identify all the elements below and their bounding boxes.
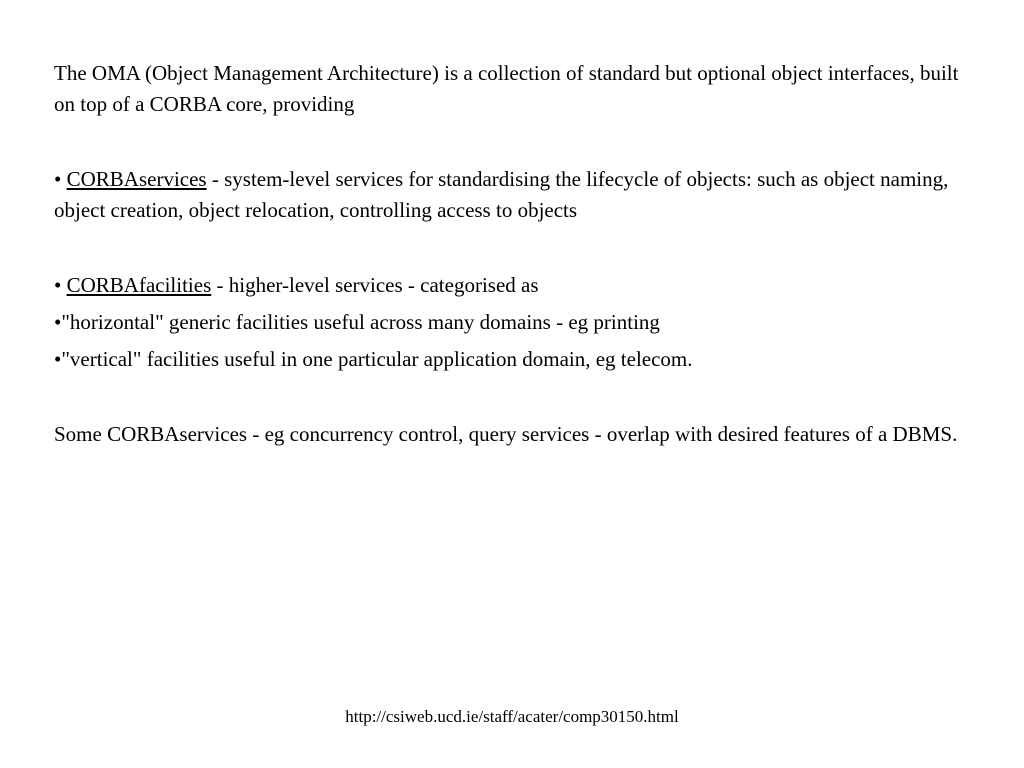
intro-paragraph: The OMA (Object Management Architecture) is a collection of standard but optional object interfaces, built on top of a CORBA core, providing (54, 61, 959, 116)
facility-item-horizontal: •"horizontal" generic facilities useful across many domains - eg printing (54, 310, 660, 334)
corbafacilities-link[interactable]: CORBAfacilities (66, 273, 212, 297)
corbafacilities-description: - higher-level services - categorised as (211, 273, 539, 297)
footer-url: http://csiweb.ucd.ie/staff/acater/comp30150.html (345, 707, 679, 726)
bullet-marker: • (54, 167, 67, 191)
corbaservices-description: - system-level services for standardising the lifecycle of objects: such as object naming, object creation, object relocation, controlling access to objects (54, 167, 949, 222)
bullet-marker: • (54, 273, 67, 297)
corbaservices-link[interactable]: CORBAservices (66, 167, 207, 191)
corbafacilities-bullet (54, 270, 974, 301)
facility-item-vertical: •"vertical" facilities useful in one particular application domain, eg telecom. (54, 347, 693, 371)
corbaservices-bullet (54, 164, 974, 226)
closing-paragraph: Some CORBAservices - eg concurrency control, query services - overlap with desired features of a DBMS. (54, 422, 958, 446)
slide-content (54, 58, 974, 450)
